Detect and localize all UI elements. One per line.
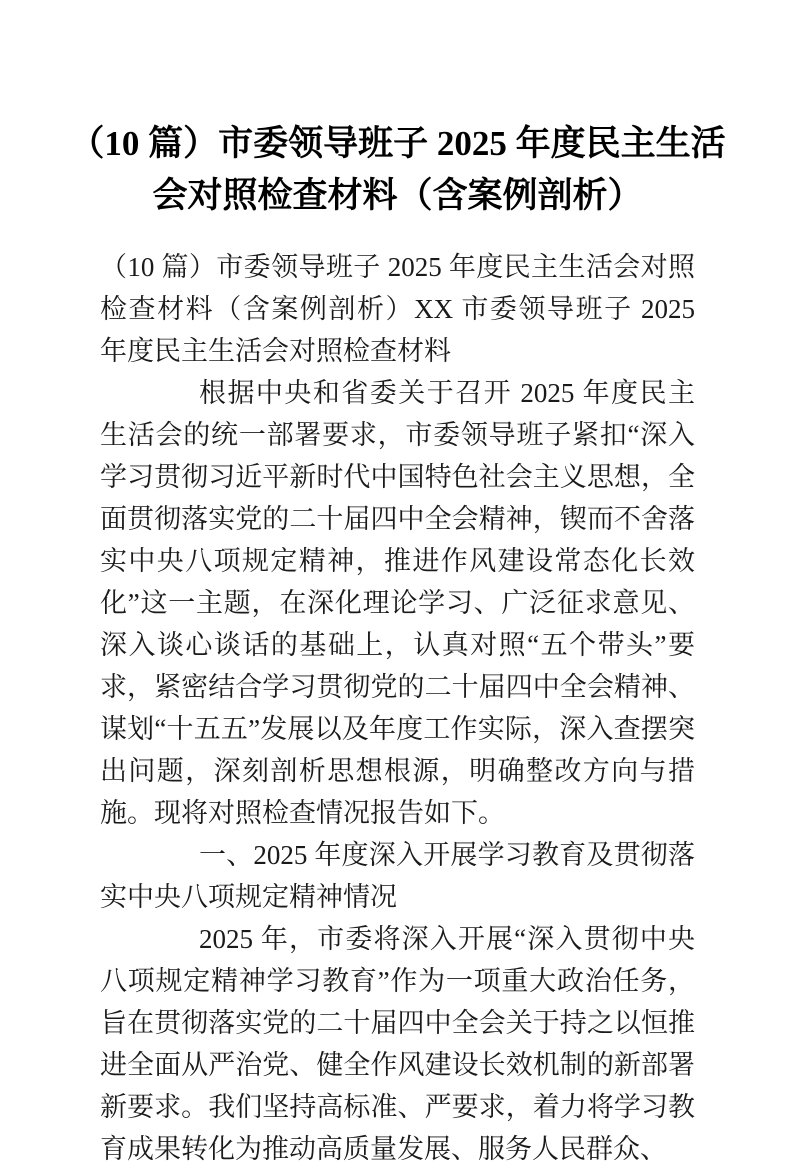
document-title-line-1: （10 篇）市委领导班子 2025 年度民主生活 (69, 124, 726, 163)
paragraph-opening-overview: 根据中央和省委关于召开 2025 年度民主生活会的统一部署要求，市委领导班子紧扣“深入学习贯彻习近平新时代中国特色社会主义思想，全面贯彻落实党的二十届四中全会精神，锲而不舍落实中央八项规定精神，推进作风建设常态化长效化”这一主题，在深化理论学习、广泛征求意见、深入谈心谈话的基础上，认真对照“五个带头”要求，紧密结合学习贯彻党的二十届四中全会精神、谋划“十五五”发展以及年度工作实际，深入查摆突出问题，深刻剖析思想根源，明确整改方向与措施。现将对照检查情况报告如下。 (100, 378, 695, 828)
paragraph-section-1-body: 2025 年，市委将深入开展“深入贯彻中央八项规定精神学习教育”作为一项重大政治任务，旨在贯彻落实党的二十届四中全会关于持之以恒推进全面从严治党、健全作风建设长效机制的新部署新要求。我们坚持高标准、严要求，着力将学习教育成果转化为推动高质量发展、服务人民群众、 (100, 924, 695, 1164)
paragraph-listing-summary: （10 篇）市委领导班子 2025 年度民主生活会对照检查材料（含案例剖析）XX 市委领导班子 2025 年度民主生活会对照检查材料 (100, 252, 695, 366)
section-heading-1: 一、2025 年度深入开展学习教育及贯彻落实中央八项规定精神情况 (100, 840, 695, 912)
document-title-line-2: 会对照检查材料（含案例剖析） (152, 176, 643, 215)
document-title (66, 118, 729, 222)
